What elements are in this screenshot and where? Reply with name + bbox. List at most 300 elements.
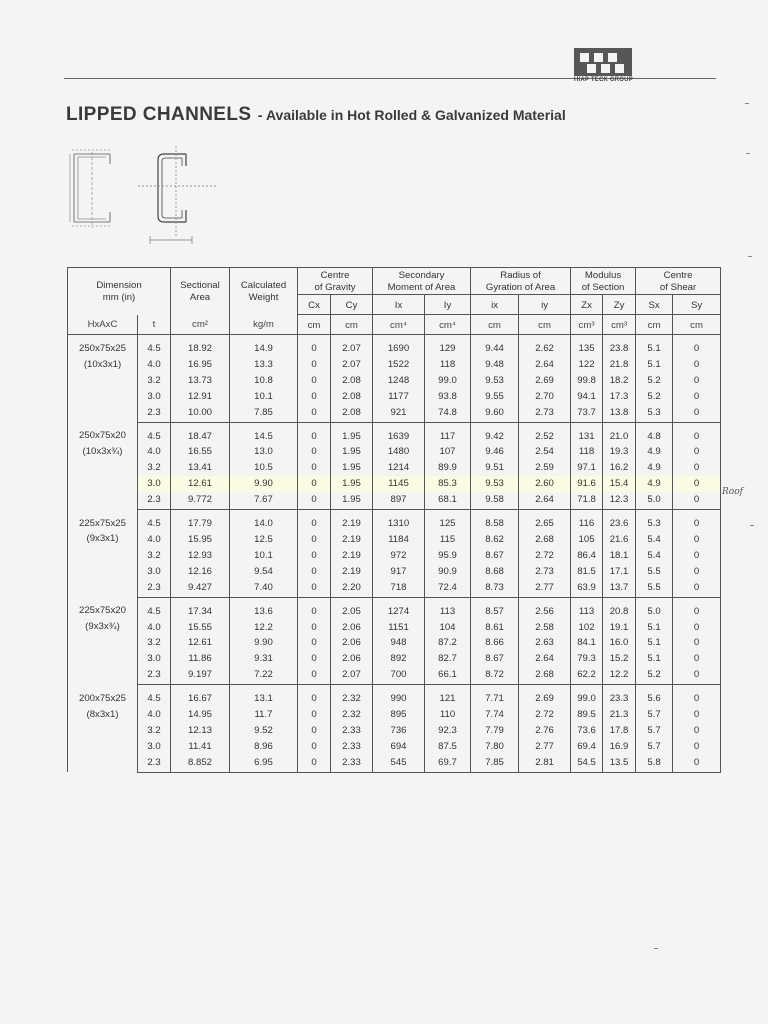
table-cell: 8.62 <box>471 532 519 548</box>
unit-cell: cm <box>636 315 673 335</box>
table-cell: 9.772 <box>171 492 230 509</box>
table-cell: 9.90 <box>230 476 298 492</box>
table-cell: 0 <box>298 564 331 580</box>
table-cell: 72.4 <box>425 580 471 597</box>
table-cell: 23.6 <box>603 510 636 532</box>
table-cell: 2.06 <box>331 651 373 667</box>
table-cell: 897 <box>373 492 425 509</box>
table-cell: 9.58 <box>471 492 519 509</box>
table-cell: 4.0 <box>138 532 171 548</box>
table-row <box>68 460 721 476</box>
table-cell: 0 <box>298 580 331 597</box>
table-cell: 87.5 <box>425 739 471 755</box>
table-cell: 4.0 <box>138 620 171 636</box>
table-cell: 0 <box>298 389 331 405</box>
table-cell: 2.77 <box>519 580 571 597</box>
section-size-cell <box>68 422 138 510</box>
scan-speck <box>750 525 754 526</box>
section-size-inch: (9x3x1) <box>86 533 119 545</box>
table-cell: 0 <box>673 685 721 707</box>
table-cell: 9.46 <box>471 444 519 460</box>
table-row <box>68 373 721 389</box>
table-cell: 8.68 <box>471 564 519 580</box>
col-secondary-moment: Secondary Moment of Area <box>373 268 471 295</box>
table-cell: 13.41 <box>171 460 230 476</box>
table-cell: 21.3 <box>603 707 636 723</box>
table-cell: 0 <box>298 755 331 772</box>
table-cell: 12.5 <box>230 532 298 548</box>
table-cell: 0 <box>673 357 721 373</box>
table-cell: 2.69 <box>519 373 571 389</box>
table-cell: 3.2 <box>138 373 171 389</box>
table-row <box>68 444 721 460</box>
table-cell: 9.42 <box>471 422 519 444</box>
table-cell: 8.58 <box>471 510 519 532</box>
table-cell: 0 <box>298 422 331 444</box>
table-cell: 0 <box>673 620 721 636</box>
table-cell: 3.2 <box>138 460 171 476</box>
table-cell: 99.0 <box>425 373 471 389</box>
table-cell: 16.55 <box>171 444 230 460</box>
table-cell: 0 <box>298 739 331 755</box>
table-cell: 4.0 <box>138 444 171 460</box>
unit-cell: kg/m <box>230 315 298 335</box>
table-cell: 1690 <box>373 335 425 357</box>
table-cell: 0 <box>673 389 721 405</box>
sub-header-cell: iy <box>519 295 571 315</box>
table-cell: 2.19 <box>331 510 373 532</box>
table-cell: 2.56 <box>519 597 571 619</box>
sub-header-cell: Zy <box>603 295 636 315</box>
table-cell: 131 <box>571 422 603 444</box>
table-cell: 71.8 <box>571 492 603 509</box>
table-cell: 4.0 <box>138 707 171 723</box>
unit-cell: cm³ <box>571 315 603 335</box>
table-cell: 116 <box>571 510 603 532</box>
table-cell: 9.197 <box>171 667 230 684</box>
table-cell: 95.9 <box>425 548 471 564</box>
table-cell: 5.7 <box>636 739 673 755</box>
table-cell: 4.5 <box>138 422 171 444</box>
table-cell: 0 <box>298 667 331 684</box>
table-cell: 129 <box>425 335 471 357</box>
table-cell: 66.1 <box>425 667 471 684</box>
table-cell: 2.58 <box>519 620 571 636</box>
table-cell: 104 <box>425 620 471 636</box>
table-row <box>68 597 721 619</box>
table-cell: 0 <box>673 460 721 476</box>
table-cell: 54.5 <box>571 755 603 772</box>
table-cell: 4.9 <box>636 476 673 492</box>
sub-header-cell: Cx <box>298 295 331 315</box>
table-cell: 0 <box>673 373 721 389</box>
table-cell: 0 <box>298 492 331 509</box>
sub-header-cell: Sx <box>636 295 673 315</box>
table-cell: 16.2 <box>603 460 636 476</box>
size-group <box>68 510 721 598</box>
table-cell: 87.2 <box>425 635 471 651</box>
table-cell: 2.06 <box>331 620 373 636</box>
table-cell: 62.2 <box>571 667 603 684</box>
table-cell: 10.1 <box>230 548 298 564</box>
table-cell: 21.0 <box>603 422 636 444</box>
table-cell: 90.9 <box>425 564 471 580</box>
table-cell: 972 <box>373 548 425 564</box>
table-cell: 17.79 <box>171 510 230 532</box>
table-cell: 18.2 <box>603 373 636 389</box>
table-cell: 895 <box>373 707 425 723</box>
table-cell: 1.95 <box>331 492 373 509</box>
table-cell: 15.55 <box>171 620 230 636</box>
table-cell: 0 <box>298 548 331 564</box>
table-cell: 1.95 <box>331 476 373 492</box>
col-calculated-weight: Calculated Weight <box>230 268 298 315</box>
table-row <box>68 635 721 651</box>
table-cell: 9.52 <box>230 723 298 739</box>
table-cell: 89.9 <box>425 460 471 476</box>
table-cell: 3.2 <box>138 635 171 651</box>
table-cell: 18.92 <box>171 335 230 357</box>
table-cell: 0 <box>673 635 721 651</box>
table-cell: 0 <box>673 580 721 597</box>
table-cell: 0 <box>673 564 721 580</box>
table-cell: 2.3 <box>138 580 171 597</box>
sub-header-cell: Zx <box>571 295 603 315</box>
table-cell: 17.1 <box>603 564 636 580</box>
table-cell: 115 <box>425 532 471 548</box>
table-cell: 12.61 <box>171 476 230 492</box>
table-cell: 0 <box>298 723 331 739</box>
table-cell: 1.95 <box>331 444 373 460</box>
table-cell: 1214 <box>373 460 425 476</box>
section-size: 200x75x25 <box>79 692 126 704</box>
table-cell: 63.9 <box>571 580 603 597</box>
table-cell: 14.0 <box>230 510 298 532</box>
table-cell: 9.48 <box>471 357 519 373</box>
table-cell: 2.73 <box>519 564 571 580</box>
table-cell: 74.8 <box>425 405 471 422</box>
table-cell: 0 <box>673 405 721 422</box>
table-cell: 13.5 <box>603 755 636 772</box>
table-cell: 10.5 <box>230 460 298 476</box>
table-cell: 8.67 <box>471 548 519 564</box>
table-cell: 10.1 <box>230 389 298 405</box>
table-cell: 93.8 <box>425 389 471 405</box>
page-title <box>66 104 566 126</box>
table-cell: 2.19 <box>331 564 373 580</box>
table-cell: 117 <box>425 422 471 444</box>
section-size-inch: (8x3x1) <box>86 708 119 720</box>
handwritten-margin-note: Roof <box>722 487 743 497</box>
table-row <box>68 532 721 548</box>
table-cell: 0 <box>673 532 721 548</box>
table-cell: 2.65 <box>519 510 571 532</box>
table-cell: 2.06 <box>331 635 373 651</box>
sub-header-cell: Ix <box>373 295 425 315</box>
table-cell: 113 <box>571 597 603 619</box>
table-cell: 0 <box>298 651 331 667</box>
table-cell: 20.8 <box>603 597 636 619</box>
section-size-cell <box>68 510 138 598</box>
size-group <box>68 685 721 773</box>
col-dimension: Dimension mm (in) <box>68 268 171 315</box>
section-size: 225x75x25 <box>79 517 126 529</box>
brand-name: HIAP TECK GROUP <box>574 77 633 83</box>
table-cell: 2.69 <box>519 685 571 707</box>
table-cell: 0 <box>298 685 331 707</box>
table-cell: 12.2 <box>603 667 636 684</box>
size-group <box>68 335 721 423</box>
title-main: LIPPED CHANNELS <box>66 104 252 125</box>
table-cell: 16.67 <box>171 685 230 707</box>
table-cell: 2.76 <box>519 723 571 739</box>
table-cell: 2.33 <box>331 739 373 755</box>
section-size: 250x75x25 <box>79 343 126 354</box>
section-size: 250x75x20 <box>79 430 126 442</box>
table-cell: 15.2 <box>603 651 636 667</box>
table-cell: 118 <box>571 444 603 460</box>
table-cell: 0 <box>673 422 721 444</box>
table-cell: 8.61 <box>471 620 519 636</box>
table-cell: 0 <box>298 597 331 619</box>
section-size: 225x75x20 <box>79 605 126 617</box>
title-sub: - Available in Hot Rolled & Galvanized Material <box>257 107 566 123</box>
table-cell: 990 <box>373 685 425 707</box>
table-row <box>68 357 721 373</box>
table-row <box>68 492 721 509</box>
table-cell: 0 <box>298 373 331 389</box>
table-cell: 5.8 <box>636 755 673 772</box>
table-cell: 0 <box>298 335 331 357</box>
table-cell: 5.0 <box>636 597 673 619</box>
table-cell: 18.47 <box>171 422 230 444</box>
table-cell: 1248 <box>373 373 425 389</box>
table-cell: 718 <box>373 580 425 597</box>
table-row <box>68 564 721 580</box>
table-row <box>68 707 721 723</box>
table-cell: 5.1 <box>636 635 673 651</box>
table-cell: 9.31 <box>230 651 298 667</box>
table-cell: 2.63 <box>519 635 571 651</box>
table-cell: 12.13 <box>171 723 230 739</box>
table-cell: 15.95 <box>171 532 230 548</box>
scan-speck <box>745 103 749 104</box>
table-cell: 97.1 <box>571 460 603 476</box>
table-cell: 1.95 <box>331 422 373 444</box>
table-cell: 2.33 <box>331 755 373 772</box>
table-cell: 2.32 <box>331 707 373 723</box>
table-cell: 2.81 <box>519 755 571 772</box>
table-cell: 110 <box>425 707 471 723</box>
table-cell: 8.96 <box>230 739 298 755</box>
table-cell: 84.1 <box>571 635 603 651</box>
unit-cell: t <box>138 315 171 335</box>
table-cell: 81.5 <box>571 564 603 580</box>
table-cell: 7.79 <box>471 723 519 739</box>
table-cell: 85.3 <box>425 476 471 492</box>
table-cell: 2.08 <box>331 389 373 405</box>
table-cell: 13.1 <box>230 685 298 707</box>
table-cell: 4.0 <box>138 357 171 373</box>
table-cell: 1274 <box>373 597 425 619</box>
table-cell: 89.5 <box>571 707 603 723</box>
size-group <box>68 597 721 685</box>
table-row <box>68 389 721 405</box>
table-cell: 0 <box>298 707 331 723</box>
table-cell: 0 <box>673 707 721 723</box>
table-cell: 23.8 <box>603 335 636 357</box>
table-cell: 16.95 <box>171 357 230 373</box>
table-cell: 2.52 <box>519 422 571 444</box>
table-cell: 12.93 <box>171 548 230 564</box>
table-cell: 4.8 <box>636 422 673 444</box>
brand-logo <box>574 48 632 83</box>
table-cell: 23.3 <box>603 685 636 707</box>
channel-section-profile <box>158 154 186 222</box>
table-cell: 2.08 <box>331 405 373 422</box>
table-cell: 4.5 <box>138 685 171 707</box>
table-cell: 9.53 <box>471 476 519 492</box>
table-cell: 4.9 <box>636 444 673 460</box>
table-cell: 5.1 <box>636 651 673 667</box>
table-cell: 0 <box>673 476 721 492</box>
table-row <box>68 755 721 772</box>
table-cell: 9.54 <box>230 564 298 580</box>
table-cell: 1639 <box>373 422 425 444</box>
table-cell: 99.8 <box>571 373 603 389</box>
section-size-inch: (10x3x1) <box>83 358 122 370</box>
table-cell: 9.427 <box>171 580 230 597</box>
table-cell: 2.73 <box>519 405 571 422</box>
channel-section-side-view <box>70 150 112 228</box>
table-cell: 7.67 <box>230 492 298 509</box>
table-cell: 18.1 <box>603 548 636 564</box>
table-cell: 0 <box>298 532 331 548</box>
table-cell: 7.74 <box>471 707 519 723</box>
table-cell: 9.53 <box>471 373 519 389</box>
table-cell: 91.6 <box>571 476 603 492</box>
channel-section-drawing <box>66 140 226 250</box>
table-cell: 0 <box>298 357 331 373</box>
table-row <box>68 422 721 444</box>
table-cell: 5.1 <box>636 335 673 357</box>
table-cell: 1480 <box>373 444 425 460</box>
table-cell: 8.67 <box>471 651 519 667</box>
table-cell: 7.85 <box>471 755 519 772</box>
unit-cell: cm <box>298 315 331 335</box>
table-cell: 0 <box>673 651 721 667</box>
table-cell: 7.85 <box>230 405 298 422</box>
table-cell: 2.68 <box>519 532 571 548</box>
table-cell: 0 <box>673 739 721 755</box>
unit-cell: cm <box>471 315 519 335</box>
table-cell: 2.62 <box>519 335 571 357</box>
table-cell: 2.05 <box>331 597 373 619</box>
table-cell: 4.5 <box>138 335 171 357</box>
table-cell: 13.6 <box>230 597 298 619</box>
table-cell: 102 <box>571 620 603 636</box>
table-cell: 68.1 <box>425 492 471 509</box>
table-cell: 2.3 <box>138 755 171 772</box>
table-cell: 0 <box>298 460 331 476</box>
section-size-inch: (9x3x¾) <box>85 621 120 632</box>
section-properties-table <box>67 267 721 773</box>
table-cell: 0 <box>298 476 331 492</box>
table-cell: 2.07 <box>331 667 373 684</box>
table-cell: 2.64 <box>519 357 571 373</box>
unit-cell: cm² <box>171 315 230 335</box>
table-cell: 14.95 <box>171 707 230 723</box>
size-group <box>68 422 721 510</box>
table-cell: 3.2 <box>138 723 171 739</box>
table-cell: 4.5 <box>138 597 171 619</box>
table-cell: 10.00 <box>171 405 230 422</box>
table-cell: 1177 <box>373 389 425 405</box>
table-cell: 0 <box>298 510 331 532</box>
table-cell: 2.08 <box>331 373 373 389</box>
table-cell: 1145 <box>373 476 425 492</box>
unit-cell: cm <box>673 315 721 335</box>
table-cell: 7.71 <box>471 685 519 707</box>
table-cell: 12.2 <box>230 620 298 636</box>
table-cell: 99.0 <box>571 685 603 707</box>
table-cell: 113 <box>425 597 471 619</box>
table-cell: 5.5 <box>636 580 673 597</box>
sub-header-cell: Sy <box>673 295 721 315</box>
sub-header-cell: ix <box>471 295 519 315</box>
table-cell: 1310 <box>373 510 425 532</box>
table-cell: 921 <box>373 405 425 422</box>
table-cell: 19.3 <box>603 444 636 460</box>
table-cell: 0 <box>298 444 331 460</box>
table-cell: 3.0 <box>138 564 171 580</box>
table-cell: 5.1 <box>636 357 673 373</box>
col-centre-of-gravity: Centre of Gravity <box>298 268 373 295</box>
table-cell: 2.70 <box>519 389 571 405</box>
table-cell: 13.3 <box>230 357 298 373</box>
table-cell: 694 <box>373 739 425 755</box>
table-cell: 5.2 <box>636 389 673 405</box>
table-cell: 8.57 <box>471 597 519 619</box>
table-cell: 2.59 <box>519 460 571 476</box>
col-centre-of-shear: Centre of Shear <box>636 268 721 295</box>
table-cell: 2.07 <box>331 357 373 373</box>
table-cell: 700 <box>373 667 425 684</box>
section-size-cell <box>68 335 138 423</box>
table-cell: 0 <box>673 667 721 684</box>
table-cell: 2.20 <box>331 580 373 597</box>
table-cell: 92.3 <box>425 723 471 739</box>
sub-header-cell: Cy <box>331 295 373 315</box>
table-cell: 1184 <box>373 532 425 548</box>
table-cell: 736 <box>373 723 425 739</box>
table-row <box>68 405 721 422</box>
section-size-cell <box>68 597 138 685</box>
table-cell: 8.66 <box>471 635 519 651</box>
table-cell: 5.1 <box>636 620 673 636</box>
table-cell: 0 <box>673 335 721 357</box>
table-cell: 0 <box>673 548 721 564</box>
table-cell: 0 <box>673 444 721 460</box>
table-cell: 14.5 <box>230 422 298 444</box>
table-cell: 17.34 <box>171 597 230 619</box>
table-cell: 9.55 <box>471 389 519 405</box>
table-cell: 105 <box>571 532 603 548</box>
table-cell: 3.0 <box>138 389 171 405</box>
table-row <box>68 580 721 597</box>
table-cell: 3.0 <box>138 739 171 755</box>
table-cell: 2.72 <box>519 707 571 723</box>
